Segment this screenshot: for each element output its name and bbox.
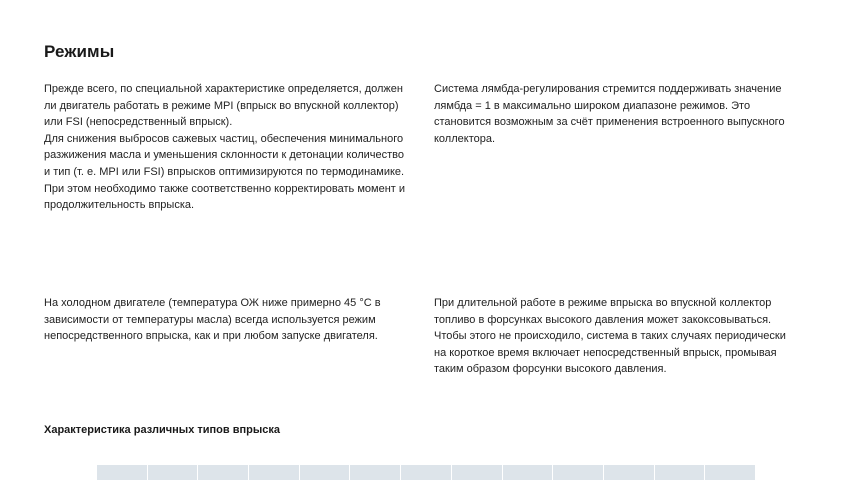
injection-types-table-header [97, 465, 755, 480]
table-header-cell [300, 465, 351, 480]
table-header-cell [452, 465, 503, 480]
paragraph-coking-prevention: При длительной работе в режиме впрыска во впускной коллектор топливо в форсунках высокого давления может закоксовываться. Чтобы этого не происходило, система в таких случаях периодически на короткое время включает непосредственный впрыск, промывая таким образом форсунки высокого давления. [434, 297, 786, 376]
table-header-cell [655, 465, 706, 480]
table-header-cell [97, 465, 148, 480]
paragraph-mode-selection-line-1: Прежде всего, по специальной характеристике определяется, должен ли двигатель работать в режиме MPI (впрыск во впускной коллектор) или FSI (непосредственный впрыск). [44, 83, 403, 129]
table-header-cell [249, 465, 300, 480]
table-header-cell [604, 465, 655, 480]
table-header-cell [198, 465, 249, 480]
table-header-cell [350, 465, 401, 480]
table-header-cell [503, 465, 554, 480]
paragraph-mode-selection [44, 81, 410, 214]
table-header-cell [148, 465, 199, 480]
table-caption: Характеристика различных типов впрыска [44, 424, 280, 436]
paragraph-mode-selection-line-2: Для снижения выбросов сажевых частиц, обеспечения минимального разжижения масла и уменьшения склонности к детонации количество и тип (т. е. MPI или FSI) впрысков оптимизируются по термодинамике. При этом необходимо также соответственно корректировать момент и продолжительность впрыска. [44, 132, 406, 212]
table-header-cell [553, 465, 604, 480]
paragraph-cold-engine: На холодном двигателе (температура ОЖ ниже примерно 45 °C в зависимости от температуры масла) всегда используется режим непосредственного впрыска, как и при любом запуске двигателя. [44, 297, 381, 343]
table-header-cell [705, 465, 755, 480]
page-title: Режимы [44, 42, 115, 61]
paragraph-lambda-control: Система лямбда-регулирования стремится поддерживать значение лямбда = 1 в максимально широком диапазоне режимов. Это становится возможным за счёт применения встроенного выпускного коллектора. [434, 83, 785, 145]
table-header-cell [401, 465, 452, 480]
